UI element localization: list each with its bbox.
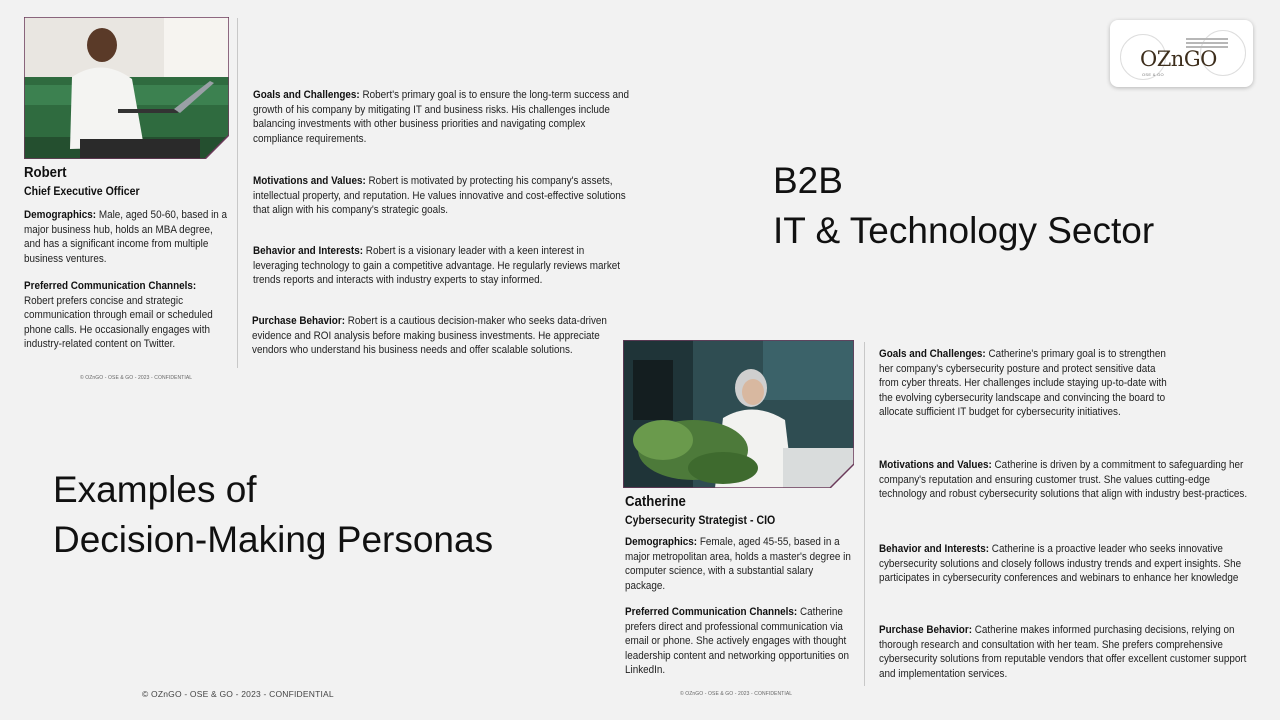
catherine-divider [864, 342, 865, 686]
robert-card-footer: © OZnGO - OSE & GO - 2023 - CONFIDENTIAL [80, 375, 193, 381]
catherine-role: Cybersecurity Strategist - CIO [625, 513, 776, 527]
robert-divider [237, 18, 238, 368]
main-heading [53, 465, 493, 565]
catherine-demographics [625, 535, 852, 593]
robert-purchase [252, 314, 630, 358]
catherine-channels [625, 605, 852, 678]
robert-channels-label: Preferred Communication Channels: [24, 280, 197, 292]
catherine-motivations [879, 458, 1258, 502]
robert-goals [253, 88, 631, 146]
catherine-card-footer: © OZnGO - OSE & GO - 2023 - CONFIDENTIAL [680, 691, 793, 697]
main-heading-line1: Examples of [53, 469, 257, 510]
robert-demographics-label: Demographics: [24, 209, 97, 221]
catherine-photo [623, 340, 854, 488]
robert-purchase-text: Robert is a cautious decision-maker who seeks data-driven evidence and ROI analysis before making business investments. He appreciate vendors who understand his business needs and offer scalable solutions. [252, 315, 607, 357]
robert-role: Chief Executive Officer [24, 184, 140, 198]
catherine-demographics-text: Female, aged 45-55, based in a major metropolitan area, holds a master's degree in computer science, with a substantial salary package. [625, 536, 851, 592]
slide-footer: © OZnGO - OSE & GO - 2023 - CONFIDENTIAL [142, 689, 334, 699]
catherine-demographics-label: Demographics: [625, 536, 698, 548]
sector-title-line2: IT & Technology Sector [773, 210, 1155, 251]
robert-behavior-label: Behavior and Interests: [253, 245, 364, 257]
company-logo [1110, 20, 1253, 87]
robert-channels-text: Robert prefers concise and strategic communication through email or scheduled phone calls. He occasionally engages with industry-related content on Twitter. [24, 294, 213, 351]
robert-motivations [253, 174, 631, 218]
sector-title [773, 156, 1154, 256]
catherine-motivations-text: Catherine is driven by a commitment to safeguarding her company's reputation and ensuring customer trust. She values cutting-edge technology and robust cybersecurity solutions that align with industry best-practices. [879, 459, 1248, 501]
logo-subtext: OSE & GO [1142, 72, 1164, 77]
sector-title-line1: B2B [773, 160, 843, 201]
robert-motivations-label: Motivations and Values: [253, 175, 366, 187]
robert-goals-text: Robert's primary goal is to ensure the long-term success and growth of his company by mitigating IT and business risks. His challenges include balancing investments with other business priorities and navigating complex compliance requirements. [253, 89, 630, 145]
robert-behavior-text: Robert is a visionary leader with a keen interest in leveraging technology to gain a competitive advantage. He regularly reviews market trends reports and interacts with industry experts to stay informed. [253, 245, 621, 287]
robert-behavior [253, 244, 631, 288]
catherine-channels-label: Preferred Communication Channels: [625, 606, 798, 618]
robert-photo [24, 17, 229, 159]
robert-demographics-text: Male, aged 50-60, based in a major business hub, holds an MBA degree, and has a significant income from multiple business ventures. [24, 209, 228, 265]
catherine-behavior [879, 542, 1258, 586]
catherine-goals-label: Goals and Challenges: [879, 348, 986, 360]
robert-goals-label: Goals and Challenges: [253, 89, 360, 101]
catherine-name: Catherine [625, 493, 686, 510]
robert-channels [24, 279, 229, 352]
catherine-goals [879, 347, 1169, 420]
catherine-behavior-label: Behavior and Interests: [879, 543, 990, 555]
logo-text: OZnGO [1140, 47, 1217, 71]
robert-demographics [24, 208, 229, 266]
catherine-motivations-label: Motivations and Values: [879, 459, 992, 471]
catherine-purchase-label: Purchase Behavior: [879, 624, 972, 636]
catherine-behavior-text: Catherine is a proactive leader who seeks innovative cybersecurity solutions and closely follows industry trends and expert insights. She participates in cybersecurity conferences and webinars to enhance her knowledge [879, 543, 1242, 585]
catherine-purchase [879, 623, 1258, 681]
catherine-channels-text: Catherine prefers direct and professional communication via email or phone. She actively engages with thought leadership content and networking opportunities on LinkedIn. [625, 606, 850, 677]
catherine-purchase-text: Catherine makes informed purchasing decisions, relying on thorough research and consultation with her team. She prefers comprehensive cybersecurity solutions from reputable vendors that offer excellent customer support and implementation services. [879, 624, 1247, 680]
robert-purchase-label: Purchase Behavior: [252, 315, 345, 327]
main-heading-line2: Decision-Making Personas [53, 519, 494, 560]
catherine-goals-text: Catherine's primary goal is to strengthen her company's cybersecurity posture and protect sensitive data from cyber threats. Her challenges include staying up-to-date with the evolving cybersecurity landscape and convincing the board to allocate sufficient IT budget for cybersecurity initiatives. [879, 348, 1167, 419]
robert-motivations-text: Robert is motivated by protecting his company's assets, intellectual property, and reputation. He values innovative and cost-effective solutions that align with his company's strategic goals. [253, 175, 626, 217]
robert-name: Robert [24, 164, 67, 181]
